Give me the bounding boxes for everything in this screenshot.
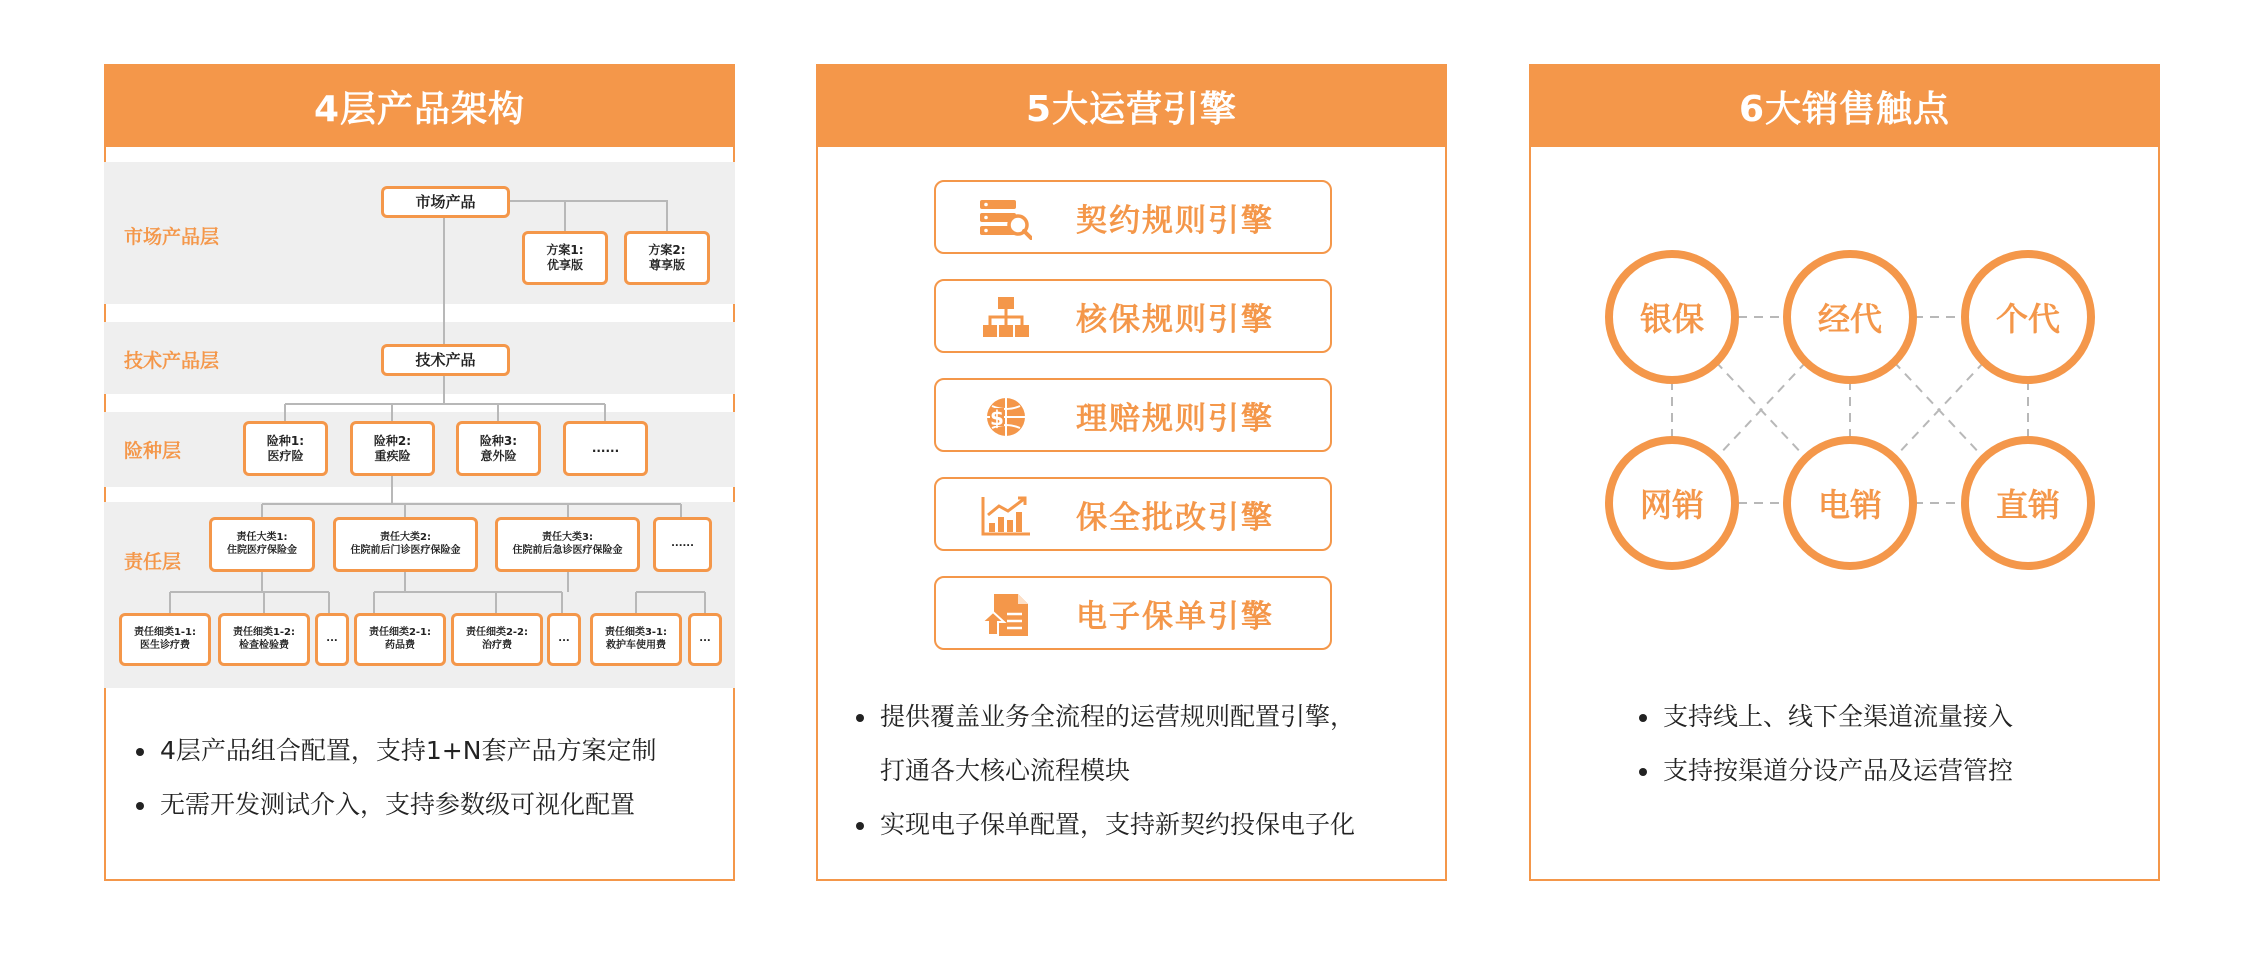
panel-title: 6大销售触点 [1531,66,2158,147]
engine-label: 核保规则引擎 [1076,301,1274,338]
node-line-2: 意外险 [480,448,517,463]
panel-title: 5大运营引擎 [818,66,1445,147]
node-line-2: 医生诊疗费 [140,639,190,651]
node-line-2: 住院前后急诊医疗保险金 [512,544,623,556]
node-line-2: 检查检验费 [239,639,289,651]
channel-circle-direct: 直销 [1961,436,2095,570]
node-line-2: 优享版 [546,258,583,272]
node-line-1: 责任大类2: [380,532,431,543]
node-line-1: 责任细类1-2: [232,627,296,638]
node-line-1: 责任细类2-1: [368,627,432,638]
touchpoint-bullets [1635,690,2013,798]
node-line-1: 险种2: [373,433,412,448]
layer-label-tech: 技术产品层 [124,350,220,372]
node-line-1: ... [558,633,570,645]
svg-text:$: $ [990,406,1004,430]
node-line-1: 责任细类1-1: [133,627,197,638]
node-line-1: 责任大类3: [542,532,593,543]
node-line-2: 重疾险 [374,448,411,463]
bullet-item: 无需开发测试介入，支持参数级可视化配置 [132,778,656,832]
node-line-2: 救护车使用费 [606,639,666,651]
node-label: 市场产品 [415,192,476,211]
layer-label-market: 市场产品层 [124,226,220,248]
node-line-1: 责任大类1: [236,532,288,543]
node-line-2: 住院医疗保险金 [227,544,297,556]
bullet-item: 支持按渠道分设产品及运营管控 [1635,744,2013,798]
bullet-item: 提供覆盖业务全流程的运营规则配置引擎， [852,690,1355,744]
channel-circle-agent: 个代 [1961,250,2095,384]
node-line-1: 责任细类2-2: [465,627,529,638]
node-line-1: 险种1: [266,433,305,448]
node-line-1: ... [699,633,711,645]
node-line-1: 险种3: [479,433,518,448]
engine-label: 契约规则引擎 [1076,202,1274,239]
panel-title: 4层产品架构 [106,66,733,147]
engine-label: 电子保单引擎 [1076,598,1274,635]
channel-circle-telesales: 电销 [1783,436,1917,570]
node-line-1: 方案1: [546,243,584,257]
node-line-1: ... [326,633,338,645]
node-label: 技术产品 [415,350,476,369]
node-line-2: 药品费 [385,639,415,651]
layer-label-risk: 险种层 [124,440,182,462]
bullet-item: 实现电子保单配置，支持新契约投保电子化 [852,798,1355,852]
bullet-item: 4层产品组合配置，支持1+N套产品方案定制 [132,724,656,778]
channel-circle-online: 网销 [1605,436,1739,570]
layer-label-liability: 责任层 [124,551,182,573]
node-line-1: 责任细类3-1: [604,627,668,638]
channel-circle-broker: 经代 [1783,250,1917,384]
engine-label: 保全批改引擎 [1076,499,1274,536]
bullet-item-continued: 打通各大核心流程模块 [880,756,1131,785]
node-line-1: ...... [671,538,694,550]
node-line-1: 方案2: [648,243,686,257]
node-line-2: 医疗险 [267,448,304,463]
engine-label: 理赔规则引擎 [1076,400,1274,437]
node-line-2: 尊享版 [648,258,685,272]
channel-circle-bancassurance: 银保 [1605,250,1739,384]
node-line-1: ...... [591,441,620,455]
bullet-item: 支持线上、线下全渠道流量接入 [1635,690,2013,744]
node-line-2: 住院前后门诊医疗保险金 [350,544,461,556]
node-line-2: 治疗费 [482,639,512,651]
